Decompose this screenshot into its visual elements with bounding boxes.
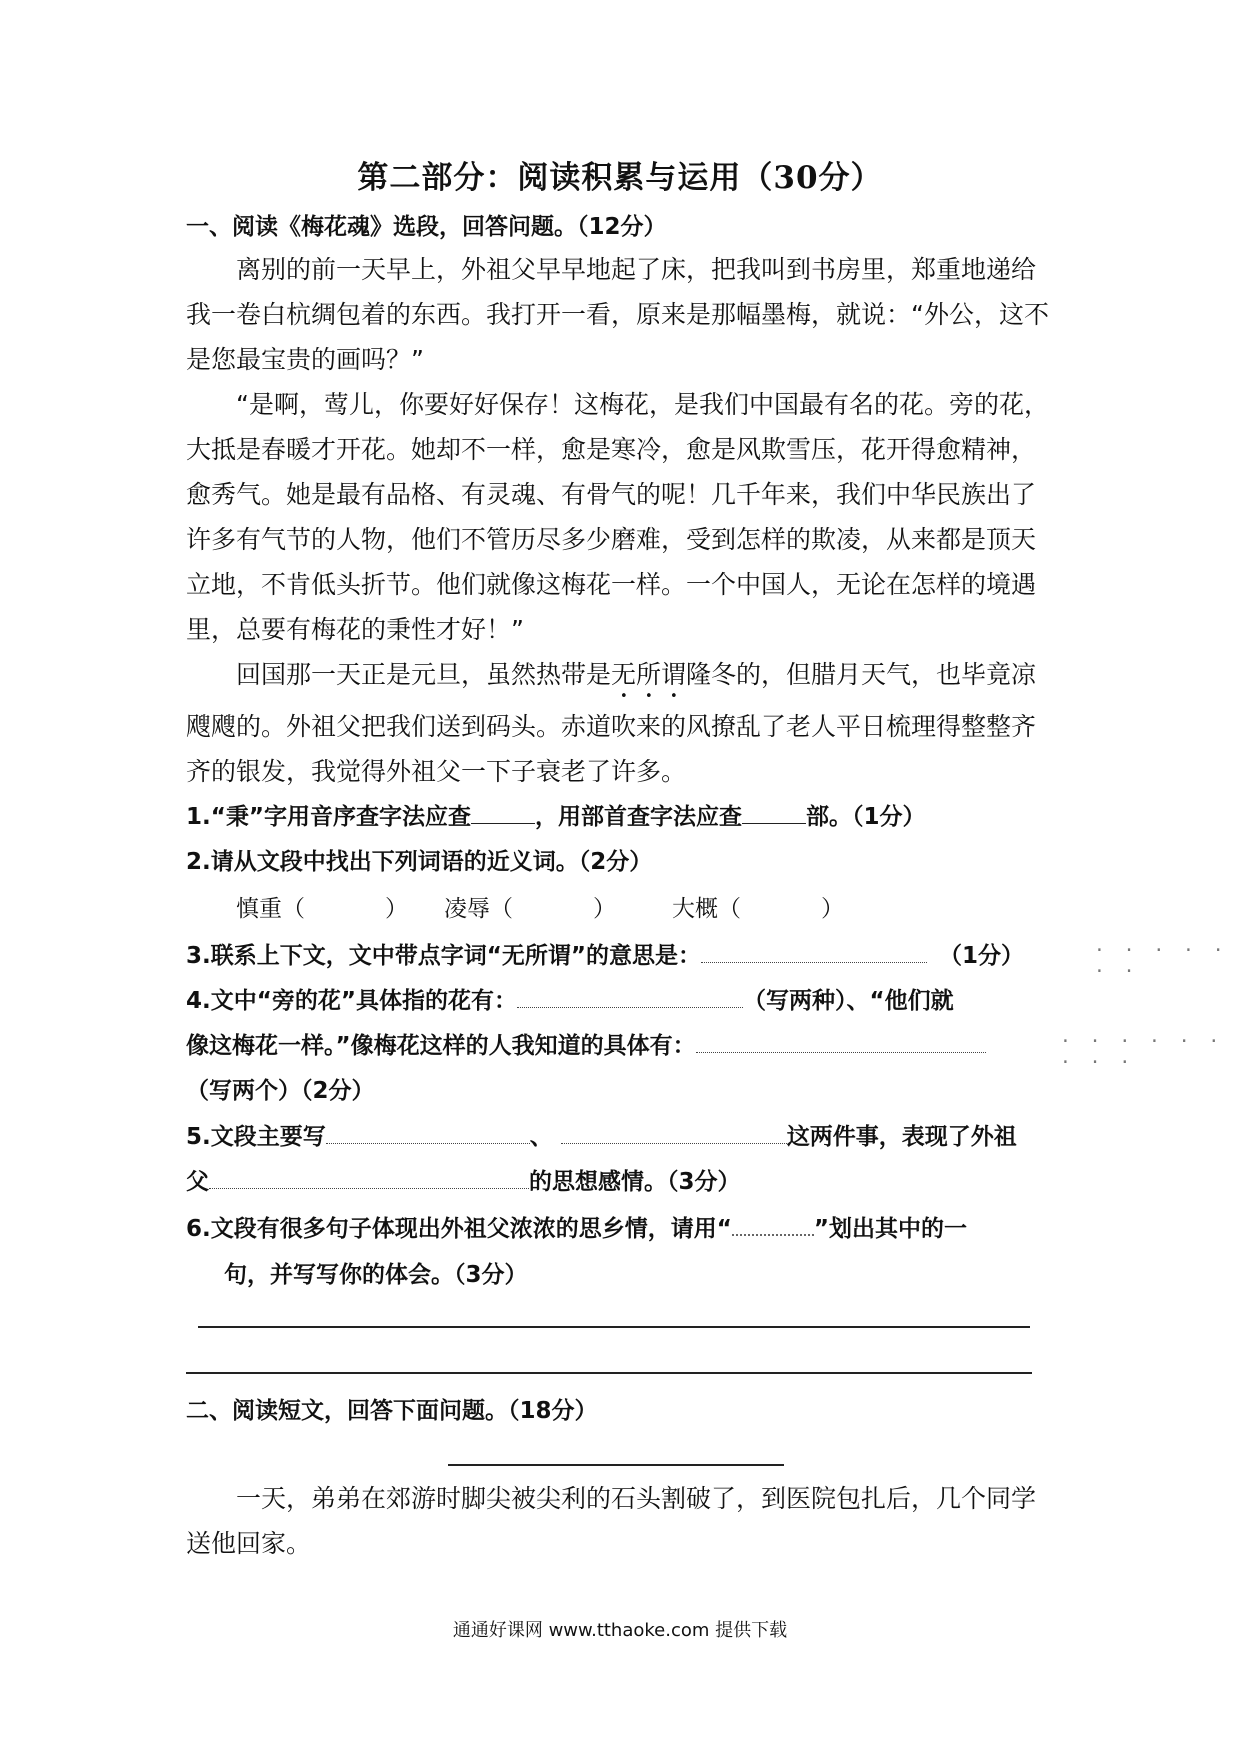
q1-text-c: 部。（1分） (805, 804, 926, 830)
q4-blank-1[interactable] (517, 987, 743, 1008)
q4-text-a: 4.文中“旁的花”具体指的花有： (186, 988, 517, 1014)
synonym-word-2: 凌辱（ (444, 896, 513, 922)
q5-text-a: 5.文段主要写 (186, 1124, 326, 1150)
q5-text-e: 的思想感情。（3分） (529, 1169, 741, 1195)
q5-text-c: 这两件事，表现了外祖 (786, 1124, 1017, 1150)
synonym-close-2: ） (593, 896, 616, 922)
dotted-word: 无所谓 (611, 660, 687, 689)
q1-blank-1[interactable] (471, 803, 535, 824)
q5-blank-3[interactable] (209, 1168, 529, 1189)
question-2: 2.请从文段中找出下列词语的近义词。（2分） (186, 849, 653, 875)
passage-paragraph-1: 离别的前一天早上，外祖父早早地起了床，把我叫到书房里，郑重地递给我一卷白杭绸包着的东西。我打开一看，原来是那幅墨梅，就说：“外公，这不是您最宝贵的画吗？” (186, 255, 1049, 374)
q5-blank-1[interactable] (326, 1123, 530, 1144)
q3-text-a: 3.联系上下文，文中带点字词“无所谓”的意思是： (186, 943, 701, 969)
section-2-heading: 二、阅读短文，回答下面问题。（18分） (186, 1398, 598, 1424)
question-6-line-1 (186, 1210, 967, 1243)
q5-text-d: 父 (186, 1169, 209, 1195)
q5-blank-2[interactable] (561, 1123, 787, 1144)
q6-text-b: ”划出其中的一 (813, 1216, 967, 1242)
q4-text-c: 像这梅花一样。”像梅花这样的人我知道的具体有： (186, 1033, 696, 1059)
synonym-word-1: 慎重（ (236, 896, 305, 922)
question-4-line-3: （写两个）（2分） (186, 1078, 375, 1104)
dotted-margin-2: · · · · · · · · · (1060, 1031, 1224, 1073)
q1-text-a: 1.“秉”字用音序查字法应查 (186, 804, 471, 830)
answer-line-1[interactable] (198, 1326, 1030, 1328)
q1-blank-2[interactable] (742, 803, 806, 824)
question-5-line-2 (186, 1163, 741, 1196)
question-3 (186, 937, 1024, 970)
section-2-paragraph: 一天，弟弟在郊游时脚尖被尖利的石头割破了，到医院包扎后，几个同学送他回家。 (186, 1484, 1037, 1558)
synonym-close-1: ） (385, 896, 408, 922)
part-title: 第二部分：阅读积累与运用（30分） (357, 160, 883, 196)
question-4-line-2 (186, 1027, 986, 1060)
synonym-close-3: ） (821, 896, 844, 922)
synonym-word-3: 大概（ (672, 896, 741, 922)
question-5-line-1 (186, 1118, 1017, 1151)
q6-text-a: 6.文段有很多句子体现出外祖父浓浓的思乡情，请用“ (186, 1216, 732, 1242)
question-1 (186, 798, 926, 831)
passage-paragraph-3 (186, 652, 1056, 794)
q5-text-b: 、 (529, 1124, 553, 1150)
paragraph-3-before: 回国那一天正是元旦，虽然热带是 (236, 660, 612, 689)
answer-line-2[interactable] (186, 1372, 1032, 1374)
q4-text-b: （写两种）、“他们就 (742, 988, 954, 1014)
question-6-line-2: 句，并写写你的体会。（3分） (224, 1262, 528, 1288)
synonym-row (236, 890, 844, 923)
section-1-heading: 一、阅读《梅花魂》选段，回答问题。（12分） (186, 214, 667, 240)
footer-text: 通通好课网 www.tthaoke.com 提供下载 (452, 1620, 788, 1641)
passage-title-blank[interactable] (448, 1464, 784, 1466)
paragraph-3-after: 隆冬的，但腊月天气，也毕竟凉飕飕的。外祖父把我们送到码头。赤道吹来的风撩乱了老人平日梳理得整整齐齐的银发，我觉得外祖父一下子衰老了许多。 (186, 660, 1037, 786)
question-4-line-1 (186, 982, 954, 1015)
passage-paragraph-2: “是啊，莺儿，你要好好保存！这梅花，是我们中国最有名的花。旁的花，大抵是春暖才开花。她却不一样，愈是寒冷，愈是风欺雪压，花开得愈精神，愈秀气。她是最有品格、有灵魂、有骨气的呢！几千年来，我们中华民族出了许多有气节的人物，他们不管历尽多少磨难，受到怎样的欺凌，从来都是顶天立地，不肯低头折节。他们就像这梅花一样。一个中国人，无论在怎样的境遇里，总要有梅花的秉性才好！” (186, 390, 1049, 644)
q3-blank[interactable] (701, 942, 927, 963)
q4-blank-2[interactable] (696, 1032, 986, 1053)
q1-text-b: ，用部首查字法应查 (534, 804, 742, 830)
wavy-line-mark (732, 1214, 814, 1236)
q3-text-b: （1分） (938, 943, 1024, 969)
dotted-margin-1: · · · · · · · (1094, 940, 1228, 982)
